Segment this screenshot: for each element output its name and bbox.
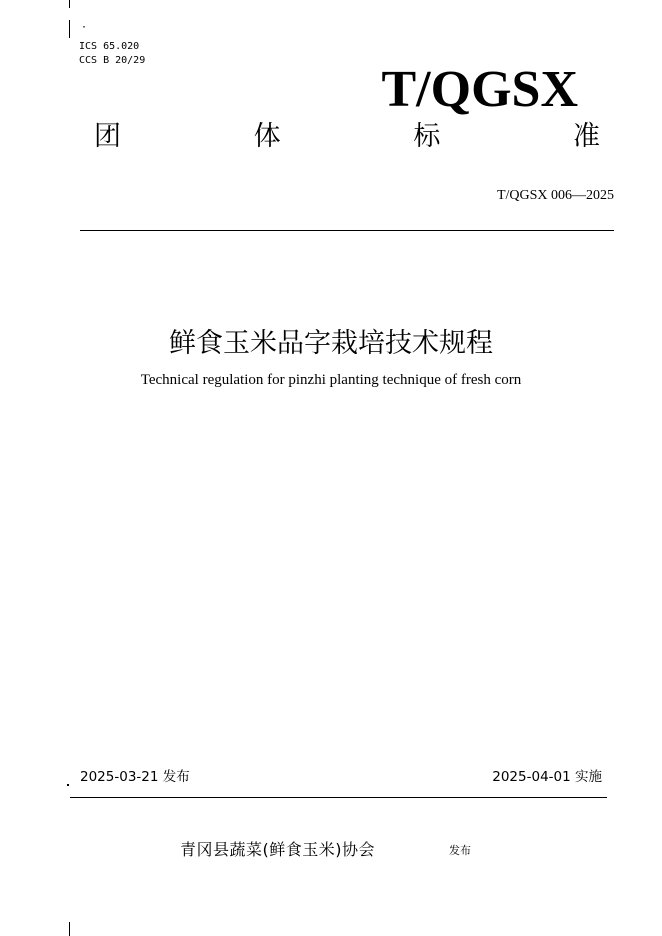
title-chinese: 鲜食玉米品字栽培技术规程: [169, 328, 493, 359]
publish-label: 发布: [449, 844, 471, 857]
header-mark: ·: [81, 22, 88, 33]
standard-logo: T/QGSX: [381, 61, 578, 118]
title-english: Technical regulation for pinzhi planting technique of fresh corn: [140, 372, 522, 388]
standard-type-char: 准: [572, 121, 600, 152]
issue-date: 2025-03-21 发布: [80, 769, 190, 785]
standard-type-char: 体: [253, 121, 281, 152]
crop-mark-top-left: [69, 0, 70, 8]
small-dot-mark: [67, 784, 69, 786]
top-divider: [80, 230, 614, 231]
standard-number: T/QGSX 006—2025: [496, 188, 614, 203]
standard-type: [94, 120, 600, 154]
implementation-date: 2025-04-01 实施: [492, 769, 602, 785]
ics-code: ICS 65.020: [79, 41, 140, 52]
crop-mark-upper-left: [69, 20, 70, 38]
publisher-name: 青冈县蔬菜(鲜食玉米)协会: [180, 840, 375, 859]
standard-type-char: 标: [413, 121, 441, 152]
bottom-divider: [70, 797, 607, 798]
crop-mark-bottom-left: [69, 922, 70, 936]
ccs-code: CCS B 20/29: [79, 55, 146, 66]
standard-type-char: 团: [94, 121, 121, 152]
